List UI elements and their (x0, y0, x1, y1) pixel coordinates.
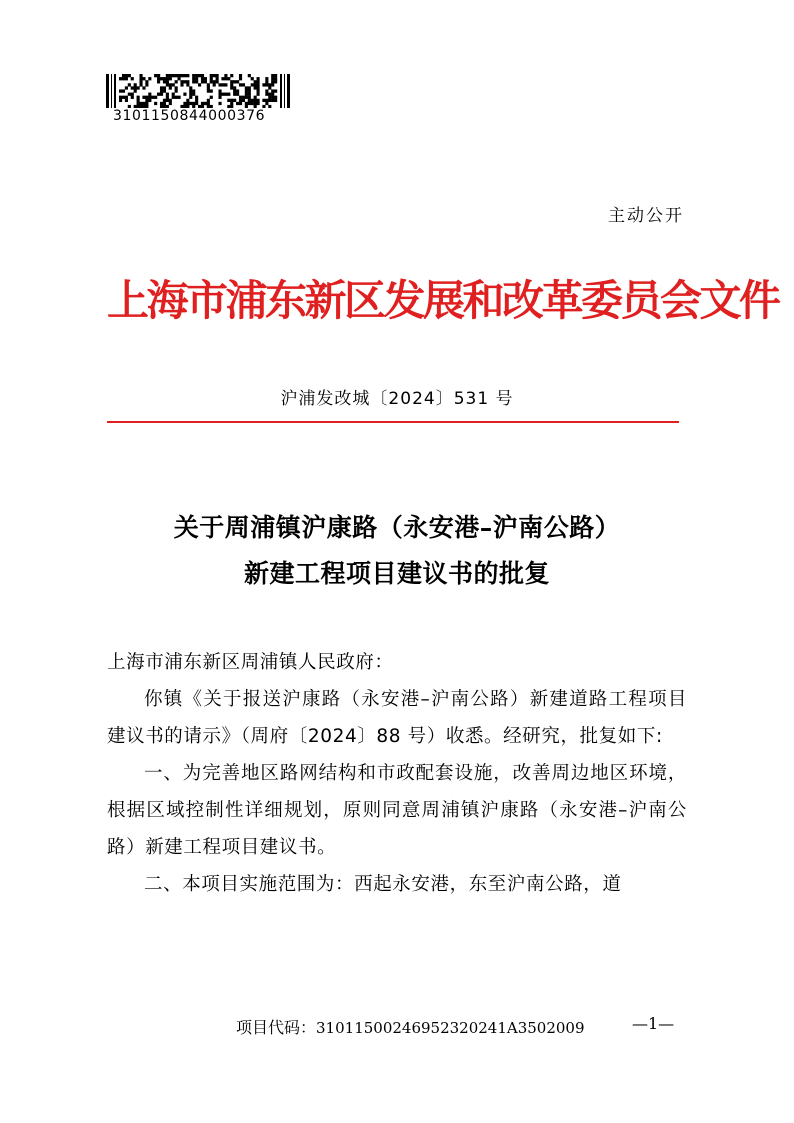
title-line-2: 新建工程项目建议书的批复 (243, 559, 550, 588)
project-code-label: 项目代码： (236, 1018, 317, 1037)
title-line-1: 关于周浦镇沪康路（永安港–沪南公路） (173, 513, 621, 542)
barcode-number: 3101150844000376 (113, 108, 266, 124)
paragraph-3: 二、本项目实施范围为：西起永安港，东至沪南公路，道 (144, 874, 622, 895)
paragraph-1: 你镇《关于报送沪康路（永安港–沪南公路）新建道路工程项目建议书的请示》（周府〔2024〕88 号）收悉。经研究，批复如下: (107, 689, 687, 747)
addressee: 上海市浦东新区周浦镇人民政府： (107, 652, 394, 673)
project-code (236, 1015, 585, 1038)
document-body (107, 644, 687, 903)
document-number: 沪浦发改城〔2024〕531 号 (280, 389, 514, 409)
page-number: —1— (632, 1014, 675, 1033)
disclosure-label: 主动公开 (608, 206, 684, 226)
document-title (0, 505, 794, 597)
organization-title: 上海市浦东新区发展和改革委员会文件 (107, 276, 779, 325)
project-code-value: 31011500246952320241A3502009 (316, 1019, 585, 1037)
red-divider (107, 421, 679, 423)
barcode-icon (106, 74, 290, 108)
paragraph-2: 一、为完善地区路网结构和市政配套设施，改善周边地区环境，根据区域控制性详细规划，原则同意周浦镇沪康路（永安港–沪南公路）新建工程项目建议书。 (107, 763, 687, 858)
